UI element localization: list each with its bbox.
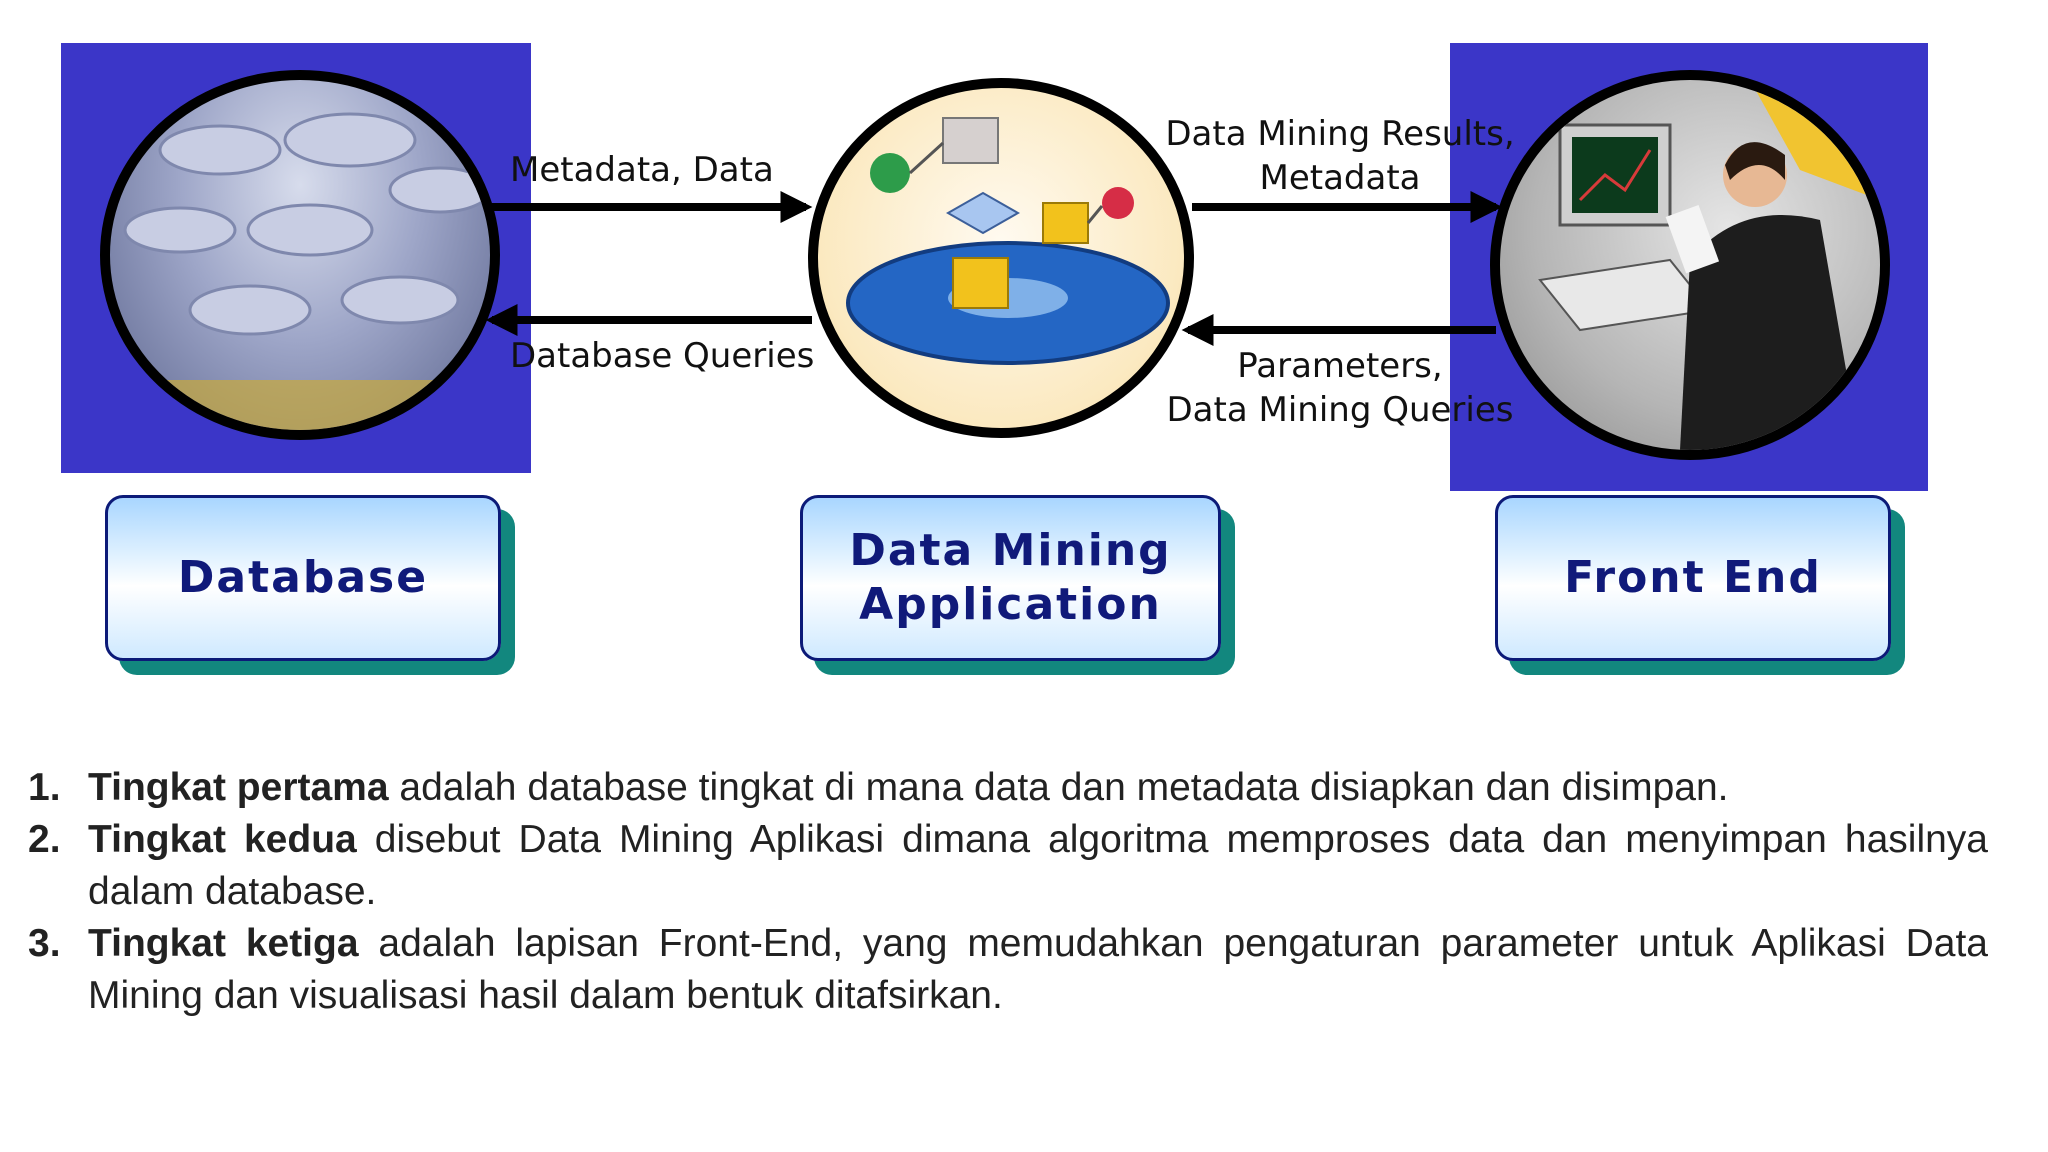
label-results-line1: Data Mining Results, [1165,114,1515,154]
database-box-label: Database [177,552,429,603]
list-item [28,918,1988,1022]
tier-description-list [28,762,1988,1022]
list-item-number: 1. [28,766,61,809]
label-database-queries: Database Queries [510,336,815,376]
list-item [28,762,1988,814]
list-item-heading: Tingkat ketiga [88,922,359,965]
front-end-box [1495,495,1891,661]
application-box [800,495,1221,661]
list-item-heading: Tingkat pertama [88,766,389,809]
list-item [28,814,1988,918]
list-item-number: 2. [28,818,61,861]
database-box [105,495,501,661]
label-parameters-line2: Data Mining Queries [1166,390,1514,430]
label-results-line2: Metadata [1259,158,1421,198]
label-parameters-queries [1160,344,1520,432]
front-end-box-label: Front End [1564,552,1822,603]
application-box-label: Data Mining Application [849,525,1172,630]
list-item-text: adalah lapisan Front-End, yang memudahkan pengaturan parameter untuk Aplikasi Data Mining dan visualisasi hasil dalam bentuk ditafsirkan. [88,922,1988,1017]
label-parameters-line1: Parameters, [1237,346,1443,386]
label-metadata-data: Metadata, Data [510,150,774,190]
list-item-text: adalah database tingkat di mana data dan metadata disiapkan dan disimpan. [388,766,1729,809]
label-results-metadata [1160,112,1520,200]
list-item-text: disebut Data Mining Aplikasi dimana algoritma memproses data dan menyimpan hasilnya dalam database. [88,818,1988,913]
list-item-number: 3. [28,922,61,965]
list-item-heading: Tingkat kedua [88,818,357,861]
flow-arrows [0,0,2048,560]
